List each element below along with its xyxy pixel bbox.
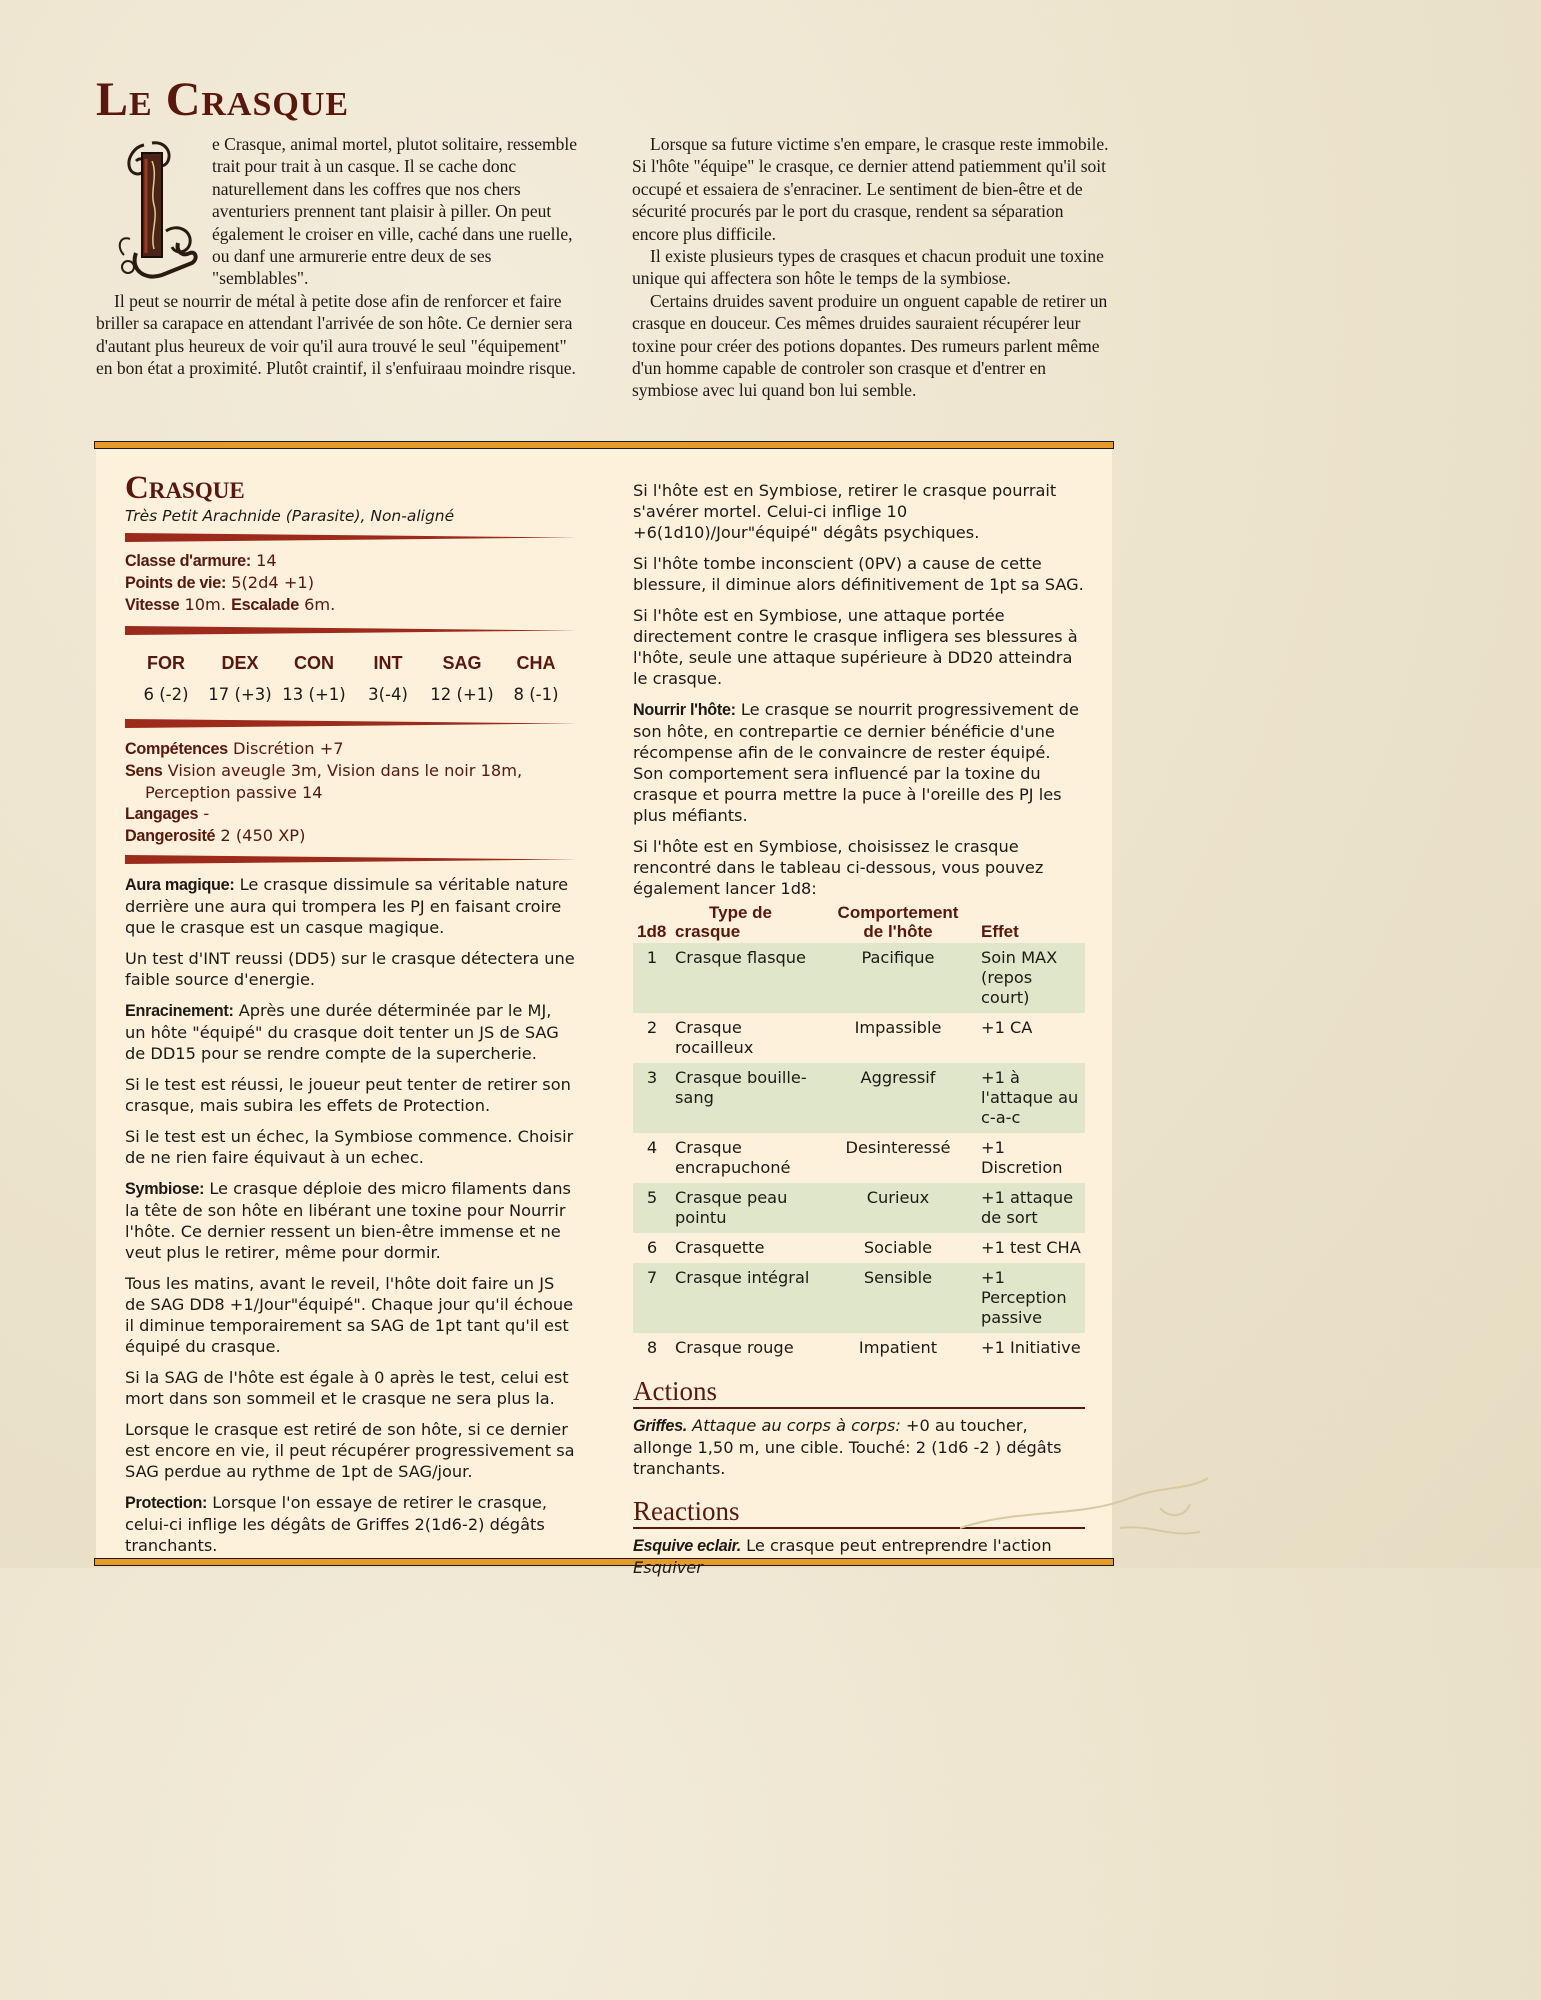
- tapered-rule: [125, 719, 577, 728]
- ability-dex: DEX 17 (+3): [208, 653, 272, 704]
- table-row: 8 Crasque rouge Impatient +1 Initiative: [646, 1338, 1081, 1357]
- table-row: 7 Crasque intégral Sensible +1 Perception passive: [633, 1263, 1085, 1333]
- intro-paragraph: Lorsque sa future victime s'en empare, le crasque reste immobile. Si l'hôte "équipe" le crasque, ce dernier attend patiemment qu'il soit occupé et essaiera de s'enraciner. Le sentiment de bien-être et de sécurité procurés par le port du crasque, rendent sa séparation encore plus difficile.: [632, 134, 1109, 244]
- ability-con: CON 13 (+1): [282, 653, 346, 704]
- skills: Compétences Discrétion +7: [125, 739, 344, 758]
- tapered-rule: [125, 855, 577, 864]
- intro-right-column: [632, 133, 1114, 402]
- crasque-table: [633, 903, 1085, 1363]
- intro-paragraph: Il peut se nourrir de métal à petite dose afin de renforcer et faire briller sa carapace en attendant l'arrivée de son hôte. Ce dernier sera d'autant plus heureux de voir qu'il aura trouvé le seul "équipement" en bon état a proximité. Plutôt craintif, il s'enfuiraau moindre risque.: [96, 290, 576, 379]
- table-row: 5 Crasque peau pointu Curieux +1 attaque de sort: [633, 1183, 1085, 1233]
- tapered-rule: [125, 626, 577, 635]
- table-row: 4 Crasque encrapuchoné Desinteressé +1 Discretion: [646, 1138, 1063, 1177]
- trait-text: Un test d'INT reussi (DD5) sur le crasque détectera une faible source d'energie.: [125, 949, 575, 989]
- ability-int: INT 3(-4): [368, 653, 408, 704]
- table-header: Effet: [981, 922, 1019, 941]
- table-row: 2 Crasque rocailleux Impassible +1 CA: [646, 1018, 1033, 1057]
- trait-text: Si l'hôte tombe inconscient (0PV) a cause de cette blessure, il diminue alors définitivement de 1pt sa SAG.: [633, 554, 1084, 594]
- challenge-rating: Dangerosité 2 (450 XP): [125, 826, 306, 845]
- ability-sag: SAG 12 (+1): [430, 653, 494, 704]
- table-header: Comportement de l'hôte: [837, 903, 959, 941]
- languages: Langages -: [125, 804, 210, 823]
- trait-text: Tous les matins, avant le reveil, l'hôte doit faire un JS de SAG DD8 +1/Jour"équipé". Chaque jour qu'il échoue il diminue temporairement sa SAG de 1pt tant qu'il est équipé du crasque.: [125, 1274, 574, 1356]
- action-griffes: Griffes. Attaque au corps à corps: +0 au toucher, allonge 1,50 m, une cible. Touché: 2 (1d6 -2 ) dégâts tranchants.: [633, 1416, 1062, 1478]
- table-header: Type de crasque: [675, 903, 772, 941]
- intro-paragraph: Certains druides savent produire un onguent capable de retirer un crasque en douceur. Ces mêmes druides sauraient récupérer leur toxine pour créer des potions dopantes. Des rumeurs parlent même d'un homme capable de controler son crasque et d'entrer en symbiose avec lui quand bon lui semble.: [632, 290, 1108, 401]
- trait-text: Si l'hôte est en Symbiose, choisissez le crasque rencontré dans le tableau ci-dessous, vous pouvez également lancer 1d8:: [633, 837, 1044, 898]
- intro-paragraph: e Crasque, animal mortel, plutot solitaire, ressemble trait pour trait à un casque. Il se cache donc naturellement dans les coffres que nos chers aventuriers prennent tant plaisir à piller. On peut également le croiser en ville, caché dans une ruelle, ou danf une armurerie entre deux de ses "semblables".: [212, 134, 577, 289]
- senses: Sens Vision aveugle 3m, Vision dans le noir 18m,: [125, 761, 523, 780]
- ability-cha: CHA 8 (-1): [513, 653, 559, 704]
- reactions-heading: Reactions: [633, 1495, 1085, 1529]
- table-row: 6 Crasquette Sociable +1 test CHA: [646, 1238, 1081, 1257]
- intro-paragraph: Il existe plusieurs types de crasques et chacun produit une toxine unique qui affectera son hôte le temps de la symbiose.: [632, 246, 1104, 289]
- speed: Vitesse 10m. Escalade 6m.: [125, 595, 336, 614]
- ability-for: FOR 6 (-2): [143, 653, 189, 704]
- tapered-rule: [125, 533, 577, 542]
- statblock-left-column: [125, 470, 577, 1566]
- statblock-right-column: [633, 480, 1085, 1588]
- creature-name: Crasque: [125, 470, 245, 506]
- trait-text: Lorsque le crasque est retiré de son hôte, si ce dernier est encore en vie, il peut récupérer progressivement sa SAG perdue au rythme de 1pt de SAG/jour.: [125, 1420, 575, 1481]
- trait-nourrir: Nourrir l'hôte: Le crasque se nourrit progressivement de son hôte, en contrepartie ce dernier bénéficie d'une récompense afin de le convaincre de rester équipé. Son comportement sera influencé par la toxine du crasque et pourra mettre la puce à l'oreille des PJ les plus méfiants.: [633, 700, 1079, 825]
- page-title: Le Crasque: [96, 73, 350, 126]
- table-row: 3 Crasque bouille-sang Aggressif +1 à l'attaque au c-a-c: [633, 1063, 1085, 1133]
- trait-symbiose: Symbiose: Le crasque déploie des micro filaments dans la tête de son hôte en libérant une toxine pour Nourrir l'hôte. Ce dernier ressent un bien-être immense et ne veut plus le retirer, même pour dormir.: [125, 1179, 571, 1262]
- trait-text: Si le test est réussi, le joueur peut tenter de retirer son crasque, mais subira les effets de Protection.: [125, 1075, 571, 1115]
- table-header-row: [633, 903, 1085, 943]
- hit-points: Points de vie: 5(2d4 +1): [125, 573, 315, 592]
- trait-text: Si l'hôte est en Symbiose, une attaque portée directement contre le crasque infligera ses blessures à l'hôte, seule une attaque supérieure à DD20 atteindra le crasque.: [633, 606, 1078, 688]
- table-header: 1d8: [637, 922, 667, 941]
- page-flourish-icon: [960, 1468, 1208, 1568]
- trait-protection: Protection: Lorsque l'on essaye de retirer le crasque, celui-ci inflige les dégâts de Griffes 2(1d6-2) dégâts tranchants.: [125, 1493, 548, 1555]
- reaction-esquive: Esquive eclair. Le crasque peut entreprendre l'action Esquiver: [633, 1536, 1052, 1577]
- actions-heading: Actions: [633, 1375, 1085, 1409]
- trait-text: Si le test est un échec, la Symbiose commence. Choisir de ne rien faire équivaut à un echec.: [125, 1127, 574, 1167]
- ability-scores: [125, 653, 577, 705]
- dropcap-letter-icon: [106, 135, 198, 285]
- armor-class: Classe d'armure: 14: [125, 551, 277, 570]
- intro-left-column: [96, 133, 578, 379]
- table-row: 1 Crasque flasque Pacifique Soin MAX (repos court): [633, 943, 1085, 1013]
- trait-aura: Aura magique: Le crasque dissimule sa véritable nature derrière une aura qui trompera les PJ en faisant croire que le crasque est un casque magique.: [125, 875, 569, 937]
- creature-subtitle: Très Petit Arachnide (Parasite), Non-aligné: [125, 507, 455, 525]
- statblock-top-border: [94, 441, 1114, 449]
- trait-text: Si la SAG de l'hôte est égale à 0 après le test, celui est mort dans son sommeil et le crasque ne sera plus la.: [125, 1368, 569, 1408]
- passive-perception: Perception passive 14: [145, 783, 323, 802]
- trait-text: Si l'hôte est en Symbiose, retirer le crasque pourrait s'avérer mortel. Celui-ci inflige 10 +6(1d10)/Jour"équipé" dégâts psychiques.: [633, 481, 1057, 542]
- trait-enracinement: Enracinement: Après une durée déterminée par le MJ, un hôte "équipé" du crasque doit tenter un JS de SAG de DD15 pour se rendre compte de la supercherie.: [125, 1001, 559, 1063]
